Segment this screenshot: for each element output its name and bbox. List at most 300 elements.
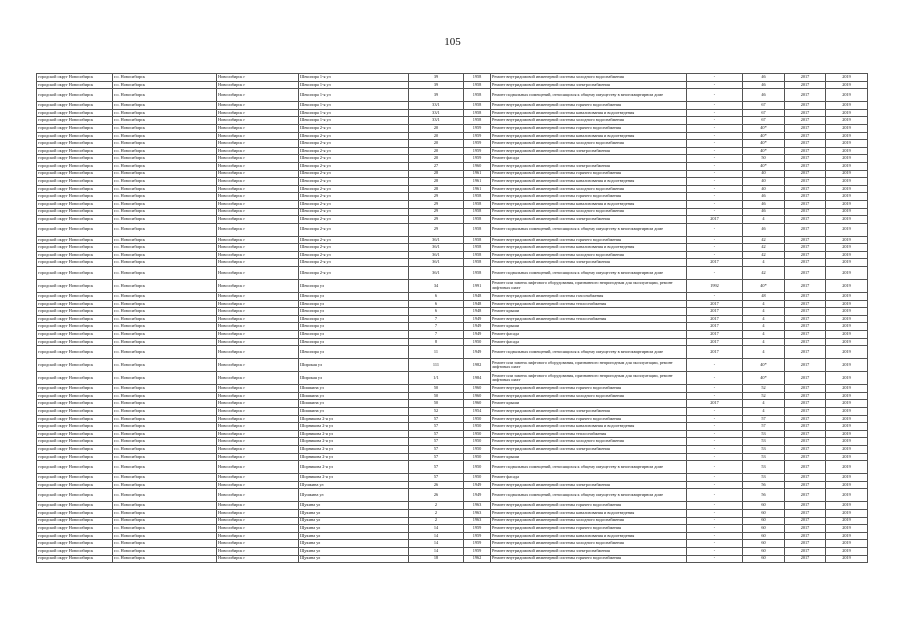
period-end-cell: 2019 (826, 555, 868, 563)
period-start-cell: 2017 (785, 109, 826, 117)
period-start-cell: 2017 (785, 259, 826, 267)
table-row (37, 300, 868, 308)
house-number-cell: 7 (409, 331, 464, 339)
settlement-cell: г.о. Новосибирск (113, 474, 217, 482)
period-end-cell: 2019 (826, 532, 868, 540)
locality-cell: Новосибирск г (217, 74, 299, 82)
street-cell: Шекспира 2-я ул (299, 170, 409, 178)
last-repair-year-cell: - (687, 117, 743, 125)
locality-cell: Новосибирск г (217, 280, 299, 293)
house-number-cell: 57 (409, 438, 464, 446)
house-number-cell: 111 (409, 359, 464, 372)
period-end-cell: 2019 (826, 359, 868, 372)
table-row (37, 331, 868, 339)
last-repair-year-cell: - (687, 385, 743, 393)
municipality-cell: городской округ Новосибирск (37, 445, 113, 453)
last-repair-year-cell: - (687, 170, 743, 178)
last-repair-year-cell: - (687, 140, 743, 148)
last-repair-year-cell: - (687, 155, 743, 163)
build-year-cell: 1949 (464, 315, 491, 323)
wear-percent-cell: 50 (743, 155, 785, 163)
locality-cell: Новосибирск г (217, 208, 299, 216)
period-start-cell: 2017 (785, 509, 826, 517)
build-year-cell: 1960 (464, 385, 491, 393)
last-repair-year-cell: - (687, 423, 743, 431)
locality-cell: Новосибирск г (217, 293, 299, 301)
period-start-cell: 2017 (785, 408, 826, 416)
house-number-cell: 29 (409, 223, 464, 236)
build-year-cell: 1948 (464, 308, 491, 316)
build-year-cell: 1959 (464, 540, 491, 548)
last-repair-year-cell: - (687, 525, 743, 533)
period-end-cell: 2019 (826, 102, 868, 110)
municipality-cell: городской округ Новосибирск (37, 315, 113, 323)
settlement-cell: г.о. Новосибирск (113, 216, 217, 224)
build-year-cell: 1961 (464, 185, 491, 193)
table-row (37, 102, 868, 110)
period-start-cell: 2017 (785, 430, 826, 438)
street-cell: Шекспира ул (299, 300, 409, 308)
municipality-cell: городской округ Новосибирск (37, 89, 113, 102)
period-end-cell: 2019 (826, 81, 868, 89)
street-cell: Шекспира 2-я ул (299, 185, 409, 193)
wear-percent-cell: 60 (743, 509, 785, 517)
street-cell: Шекспира 1-я ул (299, 102, 409, 110)
period-end-cell: 2019 (826, 178, 868, 186)
table-row (37, 453, 868, 461)
municipality-cell: городской округ Новосибирск (37, 400, 113, 408)
wear-percent-cell: 4 (743, 346, 785, 359)
locality-cell: Новосибирск г (217, 453, 299, 461)
table-row (37, 517, 868, 525)
last-repair-year-cell: - (687, 392, 743, 400)
period-end-cell: 2019 (826, 251, 868, 259)
wear-percent-cell: 53 (743, 474, 785, 482)
last-repair-year-cell: - (687, 132, 743, 140)
work-type-cell: Ремонт внутридомовой инженерной системы канализования и водоотведения (491, 200, 687, 208)
work-type-cell: Ремонт подвальных помещений, относящихся к общему имуществу в многоквартирном доме (491, 267, 687, 280)
settlement-cell: г.о. Новосибирск (113, 430, 217, 438)
municipality-cell: городской округ Новосибирск (37, 461, 113, 474)
settlement-cell: г.о. Новосибирск (113, 489, 217, 502)
table-row (37, 132, 868, 140)
wear-percent-cell: 46 (743, 89, 785, 102)
wear-percent-cell: 40 (743, 178, 785, 186)
municipality-cell: городской округ Новосибирск (37, 117, 113, 125)
period-end-cell: 2019 (826, 489, 868, 502)
last-repair-year-cell: - (687, 200, 743, 208)
table-row (37, 323, 868, 331)
period-end-cell: 2019 (826, 200, 868, 208)
municipality-cell: городской округ Новосибирск (37, 293, 113, 301)
wear-percent-cell: 46 (743, 223, 785, 236)
wear-percent-cell: 60 (743, 502, 785, 510)
period-start-cell: 2017 (785, 170, 826, 178)
street-cell: Шекспира ул (299, 338, 409, 346)
settlement-cell: г.о. Новосибирск (113, 244, 217, 252)
table-row (37, 438, 868, 446)
last-repair-year-cell: - (687, 502, 743, 510)
street-cell: Шекспира 1-я ул (299, 74, 409, 82)
municipality-cell: городской округ Новосибирск (37, 259, 113, 267)
last-repair-year-cell: - (687, 293, 743, 301)
house-number-cell: 26 (409, 481, 464, 489)
last-repair-year-cell: - (687, 193, 743, 201)
period-start-cell: 2017 (785, 547, 826, 555)
build-year-cell: 1950 (464, 445, 491, 453)
table-row (37, 532, 868, 540)
wear-percent-cell: 52 (743, 392, 785, 400)
municipality-cell: городской округ Новосибирск (37, 155, 113, 163)
build-year-cell: 1950 (464, 453, 491, 461)
build-year-cell: 1958 (464, 251, 491, 259)
build-year-cell: 1958 (464, 89, 491, 102)
work-type-cell: Ремонт внутридомовой инженерной системы горячего водоснабжения (491, 170, 687, 178)
build-year-cell: 1959 (464, 124, 491, 132)
table-row (37, 74, 868, 82)
build-year-cell: 1958 (464, 236, 491, 244)
street-cell: Шекспира ул (299, 308, 409, 316)
period-start-cell: 2017 (785, 147, 826, 155)
house-number-cell: 36/1 (409, 244, 464, 252)
table-row (37, 509, 868, 517)
municipality-cell: городской округ Новосибирск (37, 346, 113, 359)
table-row (37, 430, 868, 438)
period-end-cell: 2019 (826, 453, 868, 461)
work-type-cell: Ремонт внутридомовой инженерной системы горячего водоснабжения (491, 415, 687, 423)
settlement-cell: г.о. Новосибирск (113, 185, 217, 193)
period-start-cell: 2017 (785, 489, 826, 502)
table-row (37, 208, 868, 216)
locality-cell: Новосибирск г (217, 359, 299, 372)
work-type-cell: Ремонт фасада (491, 155, 687, 163)
wear-percent-cell: 4 (743, 323, 785, 331)
build-year-cell: 1950 (464, 461, 491, 474)
wear-percent-cell: 46 (743, 193, 785, 201)
period-end-cell: 2019 (826, 162, 868, 170)
street-cell: Шишкина ул (299, 400, 409, 408)
period-end-cell: 2019 (826, 74, 868, 82)
build-year-cell: 1948 (464, 300, 491, 308)
period-start-cell: 2017 (785, 162, 826, 170)
municipality-cell: городской округ Новосибирск (37, 555, 113, 563)
wear-percent-cell: 4 (743, 331, 785, 339)
build-year-cell: 1959 (464, 525, 491, 533)
table-row (37, 155, 868, 163)
locality-cell: Новосибирск г (217, 267, 299, 280)
period-start-cell: 2017 (785, 280, 826, 293)
settlement-cell: г.о. Новосибирск (113, 178, 217, 186)
table-row (37, 415, 868, 423)
locality-cell: Новосибирск г (217, 392, 299, 400)
table-row (37, 259, 868, 267)
street-cell: Шекспира 1-я ул (299, 117, 409, 125)
period-end-cell: 2019 (826, 147, 868, 155)
house-number-cell: 7 (409, 315, 464, 323)
locality-cell: Новосибирск г (217, 346, 299, 359)
locality-cell: Новосибирск г (217, 102, 299, 110)
locality-cell: Новосибирск г (217, 481, 299, 489)
municipality-cell: городской округ Новосибирск (37, 208, 113, 216)
period-end-cell: 2019 (826, 140, 868, 148)
wear-percent-cell: 4 (743, 259, 785, 267)
table-row (37, 481, 868, 489)
locality-cell: Новосибирск г (217, 155, 299, 163)
settlement-cell: г.о. Новосибирск (113, 392, 217, 400)
house-number-cell: 7 (409, 323, 464, 331)
wear-percent-cell: 67 (743, 117, 785, 125)
wear-percent-cell: 40* (743, 280, 785, 293)
table-row (37, 392, 868, 400)
build-year-cell: 1960 (464, 162, 491, 170)
settlement-cell: г.о. Новосибирск (113, 162, 217, 170)
table-row (37, 117, 868, 125)
municipality-cell: городской округ Новосибирск (37, 162, 113, 170)
build-year-cell: 1958 (464, 200, 491, 208)
locality-cell: Новосибирск г (217, 385, 299, 393)
locality-cell: Новосибирск г (217, 216, 299, 224)
last-repair-year-cell: - (687, 461, 743, 474)
work-type-cell: Ремонт внутридомовой инженерной системы горячего водоснабжения (491, 525, 687, 533)
build-year-cell: 1959 (464, 140, 491, 148)
work-type-cell: Ремонт внутридомовой инженерной системы теплоснабжения (491, 300, 687, 308)
locality-cell: Новосибирск г (217, 509, 299, 517)
locality-cell: Новосибирск г (217, 308, 299, 316)
build-year-cell: 1949 (464, 346, 491, 359)
wear-percent-cell: 56 (743, 489, 785, 502)
settlement-cell: г.о. Новосибирск (113, 555, 217, 563)
period-start-cell: 2017 (785, 481, 826, 489)
settlement-cell: г.о. Новосибирск (113, 517, 217, 525)
build-year-cell: 1963 (464, 502, 491, 510)
street-cell: Шорникова 2-я ул (299, 423, 409, 431)
period-start-cell: 2017 (785, 453, 826, 461)
municipality-cell: городской округ Новосибирск (37, 481, 113, 489)
municipality-cell: городской округ Новосибирск (37, 81, 113, 89)
street-cell: Шекспира 2-я ул (299, 267, 409, 280)
period-end-cell: 2019 (826, 540, 868, 548)
period-end-cell: 2019 (826, 293, 868, 301)
street-cell: Шекспира 2-я ул (299, 140, 409, 148)
street-cell: Шекспира ул (299, 293, 409, 301)
period-start-cell: 2017 (785, 223, 826, 236)
period-end-cell: 2019 (826, 185, 868, 193)
street-cell: Широкая ул (299, 359, 409, 372)
work-type-cell: Ремонт подвальных помещений, относящихся к общему имуществу в многоквартирном доме (491, 89, 687, 102)
last-repair-year-cell: - (687, 509, 743, 517)
period-start-cell: 2017 (785, 461, 826, 474)
settlement-cell: г.о. Новосибирск (113, 300, 217, 308)
build-year-cell: 1984 (464, 372, 491, 385)
period-start-cell: 2017 (785, 323, 826, 331)
house-number-cell: 1/1 (409, 372, 464, 385)
settlement-cell: г.о. Новосибирск (113, 540, 217, 548)
settlement-cell: г.о. Новосибирск (113, 293, 217, 301)
period-end-cell: 2019 (826, 117, 868, 125)
street-cell: Шорникова 2-я ул (299, 438, 409, 446)
work-type-cell: Ремонт внутридомовой инженерной системы электроснабжения (491, 81, 687, 89)
wear-percent-cell: 40* (743, 140, 785, 148)
last-repair-year-cell: - (687, 517, 743, 525)
municipality-cell: городской округ Новосибирск (37, 170, 113, 178)
last-repair-year-cell: 2017 (687, 346, 743, 359)
last-repair-year-cell: 2017 (687, 300, 743, 308)
wear-percent-cell: 40* (743, 359, 785, 372)
house-number-cell: 20 (409, 124, 464, 132)
period-end-cell: 2019 (826, 89, 868, 102)
street-cell: Шорникова 2-я ул (299, 445, 409, 453)
build-year-cell: 1991 (464, 280, 491, 293)
period-start-cell: 2017 (785, 423, 826, 431)
build-year-cell: 1963 (464, 509, 491, 517)
street-cell: Шекспира ул (299, 346, 409, 359)
street-cell: Щукина ул (299, 555, 409, 563)
period-start-cell: 2017 (785, 185, 826, 193)
wear-percent-cell: 4 (743, 315, 785, 323)
street-cell: Шорникова 2-я ул (299, 453, 409, 461)
house-number-cell: 2 (409, 509, 464, 517)
period-start-cell: 2017 (785, 178, 826, 186)
municipality-cell: городской округ Новосибирск (37, 331, 113, 339)
table-row (37, 267, 868, 280)
table-row (37, 109, 868, 117)
house-number-cell: 57 (409, 415, 464, 423)
work-type-cell: Ремонт внутридомовой инженерной системы канализования и водоотведения (491, 244, 687, 252)
period-end-cell: 2019 (826, 517, 868, 525)
street-cell: Шекспира 2-я ул (299, 193, 409, 201)
period-start-cell: 2017 (785, 308, 826, 316)
last-repair-year-cell: 2017 (687, 323, 743, 331)
last-repair-year-cell: - (687, 251, 743, 259)
municipality-cell: городской округ Новосибирск (37, 338, 113, 346)
period-end-cell: 2019 (826, 438, 868, 446)
house-number-cell: 29 (409, 193, 464, 201)
municipality-cell: городской округ Новосибирск (37, 223, 113, 236)
build-year-cell: 1963 (464, 517, 491, 525)
build-year-cell: 1958 (464, 81, 491, 89)
period-end-cell: 2019 (826, 208, 868, 216)
settlement-cell: г.о. Новосибирск (113, 170, 217, 178)
municipality-cell: городской округ Новосибирск (37, 385, 113, 393)
wear-percent-cell: 40* (743, 162, 785, 170)
period-start-cell: 2017 (785, 89, 826, 102)
locality-cell: Новосибирск г (217, 315, 299, 323)
settlement-cell: г.о. Новосибирск (113, 323, 217, 331)
settlement-cell: г.о. Новосибирск (113, 223, 217, 236)
period-start-cell: 2017 (785, 474, 826, 482)
build-year-cell: 1958 (464, 74, 491, 82)
build-year-cell: 1958 (464, 244, 491, 252)
wear-percent-cell: 53 (743, 430, 785, 438)
house-number-cell: 36/1 (409, 251, 464, 259)
settlement-cell: г.о. Новосибирск (113, 331, 217, 339)
locality-cell: Новосибирск г (217, 517, 299, 525)
work-type-cell: Ремонт внутридомовой инженерной системы электроснабжения (491, 147, 687, 155)
settlement-cell: г.о. Новосибирск (113, 438, 217, 446)
street-cell: Широкая ул (299, 372, 409, 385)
house-number-cell: 27 (409, 162, 464, 170)
build-year-cell: 1960 (464, 392, 491, 400)
work-type-cell: Ремонт внутридомовой инженерной системы электроснабжения (491, 216, 687, 224)
build-year-cell: 1950 (464, 338, 491, 346)
build-year-cell: 1958 (464, 102, 491, 110)
locality-cell: Новосибирск г (217, 223, 299, 236)
street-cell: Шекспира 2-я ул (299, 155, 409, 163)
last-repair-year-cell: - (687, 438, 743, 446)
last-repair-year-cell: 2017 (687, 338, 743, 346)
work-type-cell: Ремонт внутридомовой инженерной системы канализования и водоотведения (491, 109, 687, 117)
table-row (37, 540, 868, 548)
locality-cell: Новосибирск г (217, 474, 299, 482)
municipality-cell: городской округ Новосибирск (37, 423, 113, 431)
period-start-cell: 2017 (785, 338, 826, 346)
capital-repair-table (36, 73, 868, 563)
period-end-cell: 2019 (826, 547, 868, 555)
street-cell: Щукина ул (299, 525, 409, 533)
work-type-cell: Ремонт внутридомовой инженерной системы электроснабжения (491, 259, 687, 267)
table-row (37, 555, 868, 563)
house-number-cell: 11 (409, 346, 464, 359)
last-repair-year-cell: - (687, 208, 743, 216)
period-end-cell: 2019 (826, 430, 868, 438)
settlement-cell: г.о. Новосибирск (113, 208, 217, 216)
wear-percent-cell: 56 (743, 481, 785, 489)
build-year-cell: 1958 (464, 223, 491, 236)
build-year-cell: 1950 (464, 430, 491, 438)
street-cell: Щукина ул (299, 517, 409, 525)
table-row (37, 359, 868, 372)
municipality-cell: городской округ Новосибирск (37, 453, 113, 461)
last-repair-year-cell: - (687, 267, 743, 280)
street-cell: Шекспира 2-я ул (299, 223, 409, 236)
work-type-cell: Ремонт внутридомовой инженерной системы холодного водоснабжения (491, 540, 687, 548)
locality-cell: Новосибирск г (217, 430, 299, 438)
work-type-cell: Ремонт внутридомовой инженерной системы электроснабжения (491, 445, 687, 453)
table-row (37, 200, 868, 208)
locality-cell: Новосибирск г (217, 236, 299, 244)
locality-cell: Новосибирск г (217, 445, 299, 453)
period-end-cell: 2019 (826, 392, 868, 400)
municipality-cell: городской округ Новосибирск (37, 74, 113, 82)
build-year-cell: 1949 (464, 331, 491, 339)
period-end-cell: 2019 (826, 259, 868, 267)
settlement-cell: г.о. Новосибирск (113, 200, 217, 208)
build-year-cell: 1982 (464, 359, 491, 372)
municipality-cell: городской округ Новосибирск (37, 415, 113, 423)
locality-cell: Новосибирск г (217, 109, 299, 117)
table-row (37, 193, 868, 201)
municipality-cell: городской округ Новосибирск (37, 280, 113, 293)
wear-percent-cell: 4 (743, 216, 785, 224)
street-cell: Шорникова 2-я ул (299, 474, 409, 482)
last-repair-year-cell: - (687, 162, 743, 170)
table-row (37, 185, 868, 193)
street-cell: Шекспира 2-я ул (299, 259, 409, 267)
period-start-cell: 2017 (785, 331, 826, 339)
table-row (37, 400, 868, 408)
last-repair-year-cell: - (687, 408, 743, 416)
period-end-cell: 2019 (826, 481, 868, 489)
period-start-cell: 2017 (785, 208, 826, 216)
settlement-cell: г.о. Новосибирск (113, 109, 217, 117)
locality-cell: Новосибирск г (217, 423, 299, 431)
period-start-cell: 2017 (785, 124, 826, 132)
locality-cell: Новосибирск г (217, 415, 299, 423)
wear-percent-cell: 40* (743, 372, 785, 385)
period-end-cell: 2019 (826, 331, 868, 339)
work-type-cell: Ремонт внутридомовой инженерной системы теплоснабжения (491, 430, 687, 438)
period-end-cell: 2019 (826, 267, 868, 280)
